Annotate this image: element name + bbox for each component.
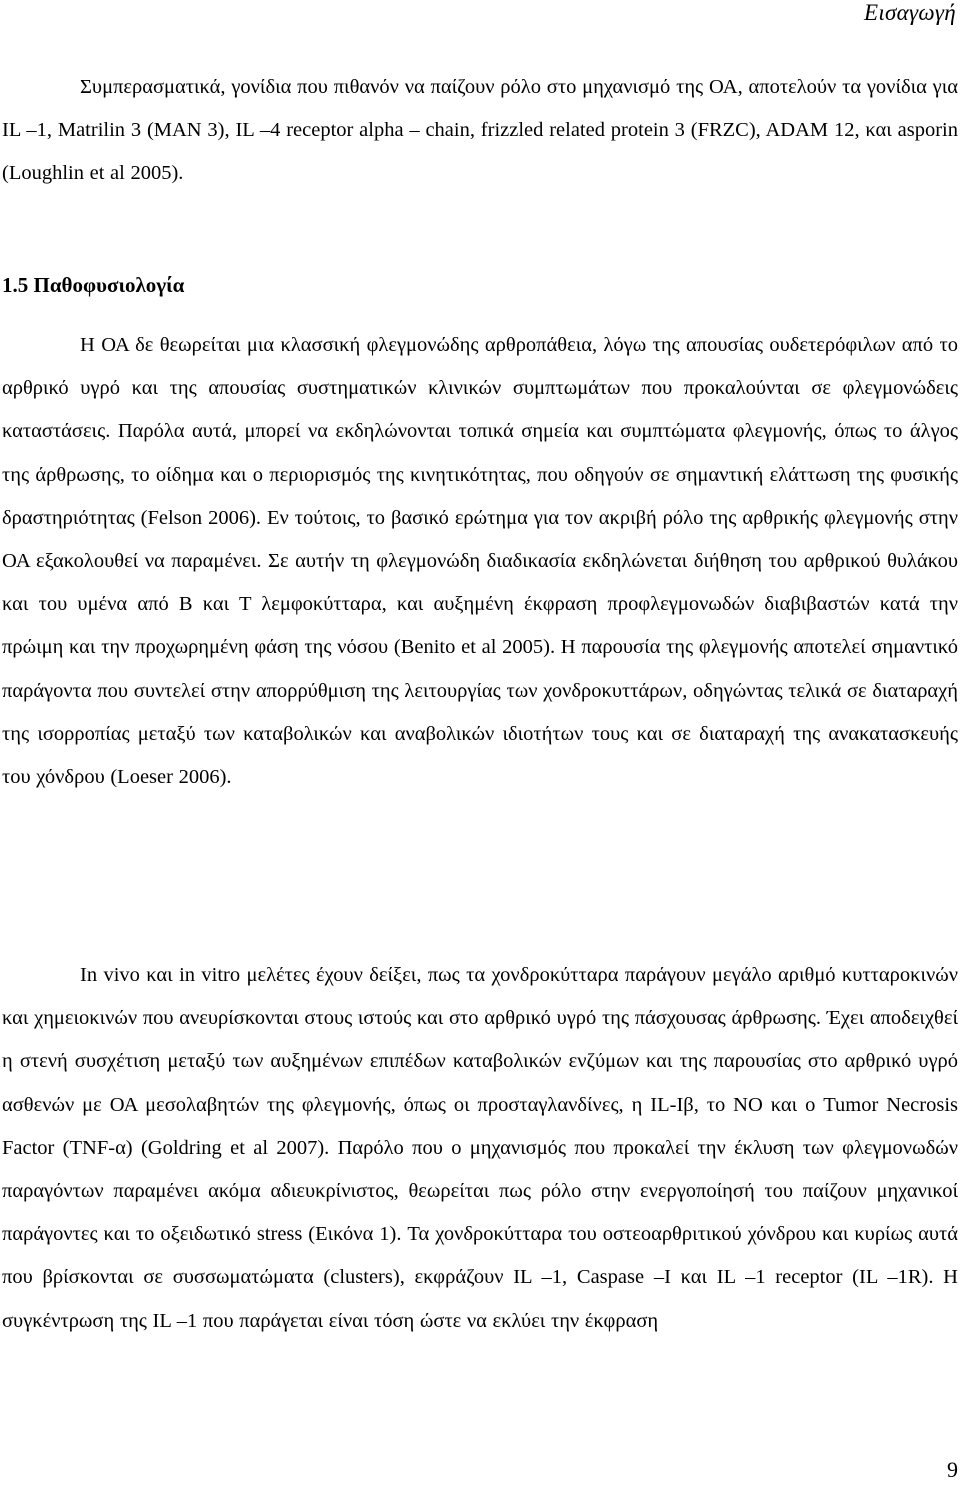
paragraph-in-vivo-studies: In vivo και in vitro μελέτες έχουν δείξει, πως τα χονδροκύτταρα παράγουν μεγάλο αριθμό κυτταροκινών και χημειοκινών που ανευρίσκονται στους ιστούς και στο αρθρικό υγρό της πάσχουσας άρθρωσης. Έχει αποδειχθεί η στενή συσχέτιση μεταξύ των αυξημένων επιπέδων καταβολικών ενζύμων και της παρουσίας στο αρθρικό υγρό ασθενών με ΟΑ μεσολαβητών της φλεγμονής, όπως οι προσταγλανδίνες, η IL-Iβ, το NO και ο Tumor Necrosis Factor (TNF-α) (Goldring et al 2007). Παρόλο που ο μηχανισμός που προκαλεί την έκλυση των φλεγμονωδών παραγόντων παραμένει ακόμα αδιευκρίνιστος, θεωρείται πως ρόλο στην ενεργοποίησή του παίζουν μηχανικοί παράγοντες και το οξειδωτικό stress (Εικόνα 1). Τα χονδροκύτταρα του οστεοαρθριτικού χόνδρου και κυρίως αυτά που βρίσκονται σε συσσωματώματα (clusters), εκφράζουν IL –1, Caspase –I και IL –1 receptor (IL –1R). Η συγκέντρωση της IL –1 που παράγεται είναι τόση ώστε να εκλύει την έκφραση — [2, 964, 958, 1332]
section-heading: 1.5 Παθοφυσιολογία — [2, 273, 185, 297]
paragraph-genes-summary: Συμπερασματικά, γονίδια που πιθανόν να παίζουν ρόλο στο μηχανισμό της ΟΑ, αποτελούν τα γονίδια για IL –1, Matrilin 3 (MAN 3), IL –4 receptor alpha – chain, frizzled related protein 3 (FRZC), ADAM 12, και asporin (Loughlin et al 2005). — [2, 76, 958, 185]
page-number: 9 — [947, 1457, 958, 1482]
paragraph-pathophysiology: Η ΟΑ δε θεωρείται μια κλασσική φλεγμονώδης αρθροπάθεια, λόγω της απουσίας ουδετερόφιλων από το αρθρικό υγρό και της απουσίας συστηματικών κλινικών συμπτωμάτων που προκαλούνται σε φλεγμονώδεις καταστάσεις. Παρόλα αυτά, μπορεί να εκδηλώνονται τοπικά σημεία και συμπτώματα φλεγμονής, όπως το άλγος της άρθρωσης, το οίδημα και ο περιορισμός της κινητικότητας, που οδηγούν σε σημαντική ελάττωση της φυσικής δραστηριότητας (Felson 2006). Εν τούτοις, το βασικό ερώτημα για τον ακριβή ρόλο της αρθρικής φλεγμονής στην ΟΑ εξακολουθεί να παραμένει. Σε αυτήν τη φλεγμονώδη διαδικασία εκδηλώνεται διήθηση του αρθρικού θυλάκου και του υμένα από Β και Τ λεμφοκύτταρα, και αυξημένη έκφραση προφλεγμονωδών διαβιβαστών κατά την πρώιμη και την προχωρημένη φάση της νόσου (Benito et al 2005). Η παρουσία της φλεγμονής αποτελεί σημαντικό παράγοντα που συντελεί στην απορρύθμιση της λειτουργίας των χονδροκυττάρων, οδηγώντας τελικά σε διαταραχή της ισορροπίας μεταξύ των καταβολικών και αναβολικών ιδιοτήτων τους και σε διαταραχή της ανακατασκευής του χόνδρου (Loeser 2006). — [2, 334, 958, 789]
running-header: Εισαγωγή — [863, 0, 956, 25]
